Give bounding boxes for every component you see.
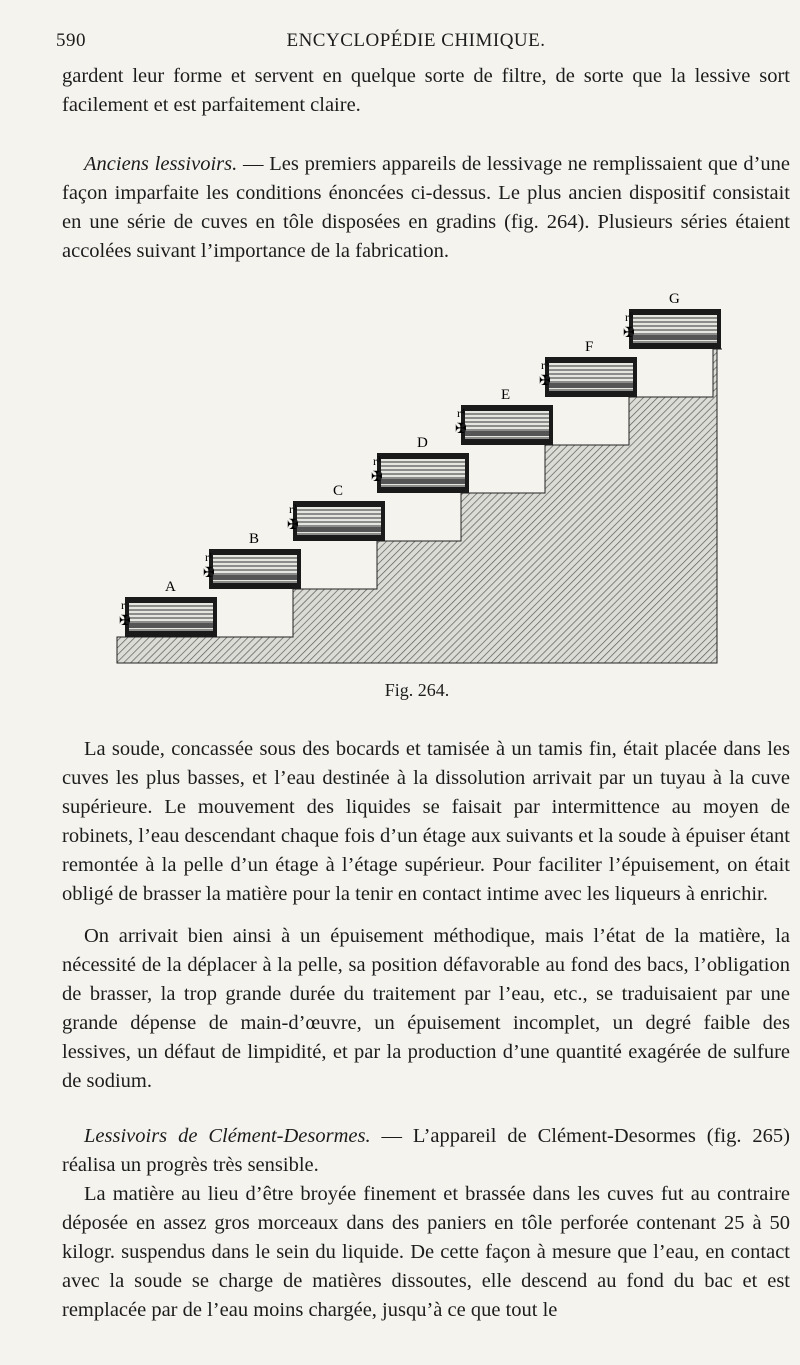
tank-label: B bbox=[249, 531, 260, 547]
paragraph-3: La soude, concassée sous des bocards et tamisée à un tamis fin, était placée dans les cuves les plus basses, et l’eau destinée à la dissolution arrivait par un tuyau à la cuve supérieure. Le mouvement des liquides se faisait par intermittence au moyen de robinets, l’eau descendant chaque fois d’un étage aux suivants et la soude à épuiser étant remontée à la pelle d’un étage à l’étage supérieur. Pour faciliter l’épuisement, on était obligé de brasser la matière pour la tenir en contact intime avec les liqueurs à enrichir. bbox=[62, 738, 790, 905]
svg-text:✠: ✠ bbox=[203, 566, 215, 581]
figure-264 bbox=[112, 285, 722, 700]
paragraph-clement-desormes bbox=[62, 1122, 790, 1180]
paragraph-1: gardent leur forme et servent en quelque sorte de filtre, de sorte que la lessive sort facilement et est parfaitement claire. bbox=[62, 65, 790, 116]
svg-text:✠: ✠ bbox=[539, 374, 551, 389]
svg-text:✠: ✠ bbox=[371, 470, 383, 485]
tank-label: F bbox=[585, 339, 594, 355]
tap-label: r⁶ bbox=[625, 310, 634, 324]
tank-B bbox=[209, 549, 301, 589]
tap-label: r bbox=[121, 598, 125, 612]
section-heading-anciens: Anciens lessivoirs. bbox=[84, 153, 238, 175]
page-number: 590 bbox=[56, 30, 86, 51]
tap-icon bbox=[539, 358, 551, 389]
tap-label: r¹ bbox=[205, 550, 213, 564]
tank-G bbox=[629, 309, 721, 349]
tank-label: E bbox=[501, 387, 511, 403]
tank-C bbox=[293, 501, 385, 541]
paragraph-6: La matière au lieu d’être broyée finement et brassée dans les cuves fut au contraire déposée en assez gros morceaux dans des paniers en tôle perforée contenant 25 à 50 kilogr. suspendus dans le sein du liquide. De cette façon à mesure que l’eau, en contact avec la soude se charge de matières dissoutes, elle descend au fond du bac et est remplacée par de l’eau moins chargée, jusqu’à ce que tout le bbox=[62, 1183, 790, 1321]
tank-F bbox=[545, 357, 637, 397]
svg-text:✠: ✠ bbox=[455, 422, 467, 437]
tank-label: G bbox=[669, 291, 680, 307]
running-title: ENCYCLOPÉDIE CHIMIQUE. bbox=[286, 30, 546, 51]
tank-label: A bbox=[165, 579, 176, 595]
tank-A bbox=[125, 597, 217, 637]
tank-D bbox=[377, 453, 469, 493]
tank-E bbox=[461, 405, 553, 445]
stepped-tanks-diagram bbox=[112, 285, 722, 670]
tap-label: r⁵ bbox=[541, 358, 550, 372]
tap-icon bbox=[455, 406, 467, 437]
svg-text:✠: ✠ bbox=[287, 518, 299, 533]
page-header bbox=[56, 30, 776, 54]
tank-label: C bbox=[333, 483, 344, 499]
paragraph-anciens-lessivoirs bbox=[62, 150, 790, 266]
tap-icon bbox=[623, 310, 635, 341]
section-heading-clement: Lessivoirs de Clément-Desormes. bbox=[84, 1125, 371, 1147]
tap-label: r² bbox=[289, 502, 297, 516]
paragraph-4: On arrivait bien ainsi à un épuisement méthodique, mais l’état de la matière, la nécessité de la déplacer à la pelle, sa position défavorable au fond des bacs, l’obligation de brasser, la trop grande durée du traitement par l’eau, etc., se traduisaient par une grande dépense de main-d’œuvre, un épuisement incomplet, un degré faible des lessives, un défaut de limpidité, et par la production d’une quantité exagérée de sulfure de sodium. bbox=[62, 925, 790, 1092]
svg-text:✠: ✠ bbox=[623, 326, 635, 341]
tank-label: D bbox=[417, 435, 428, 451]
paragraph-2-text: — Les premiers appareils de lessivage ne remplissaient que d’une façon imparfaite les conditions énoncées ci-dessus. Le plus ancien dispositif consistait en une série de cuves en tôle disposées en gradins (fig. 264). Plusieurs séries étaient accolées suivant l’importance de la fabrication. bbox=[62, 153, 790, 262]
paragraph-5-text: — L’appareil de Clément-Desormes (fig. 265) réalisa un progrès très sensible. bbox=[62, 1125, 790, 1176]
svg-text:✠: ✠ bbox=[119, 614, 131, 629]
figure-caption: Fig. 264. bbox=[384, 680, 450, 700]
tap-label: r³ bbox=[373, 454, 381, 468]
tap-label: r⁴ bbox=[457, 406, 466, 420]
